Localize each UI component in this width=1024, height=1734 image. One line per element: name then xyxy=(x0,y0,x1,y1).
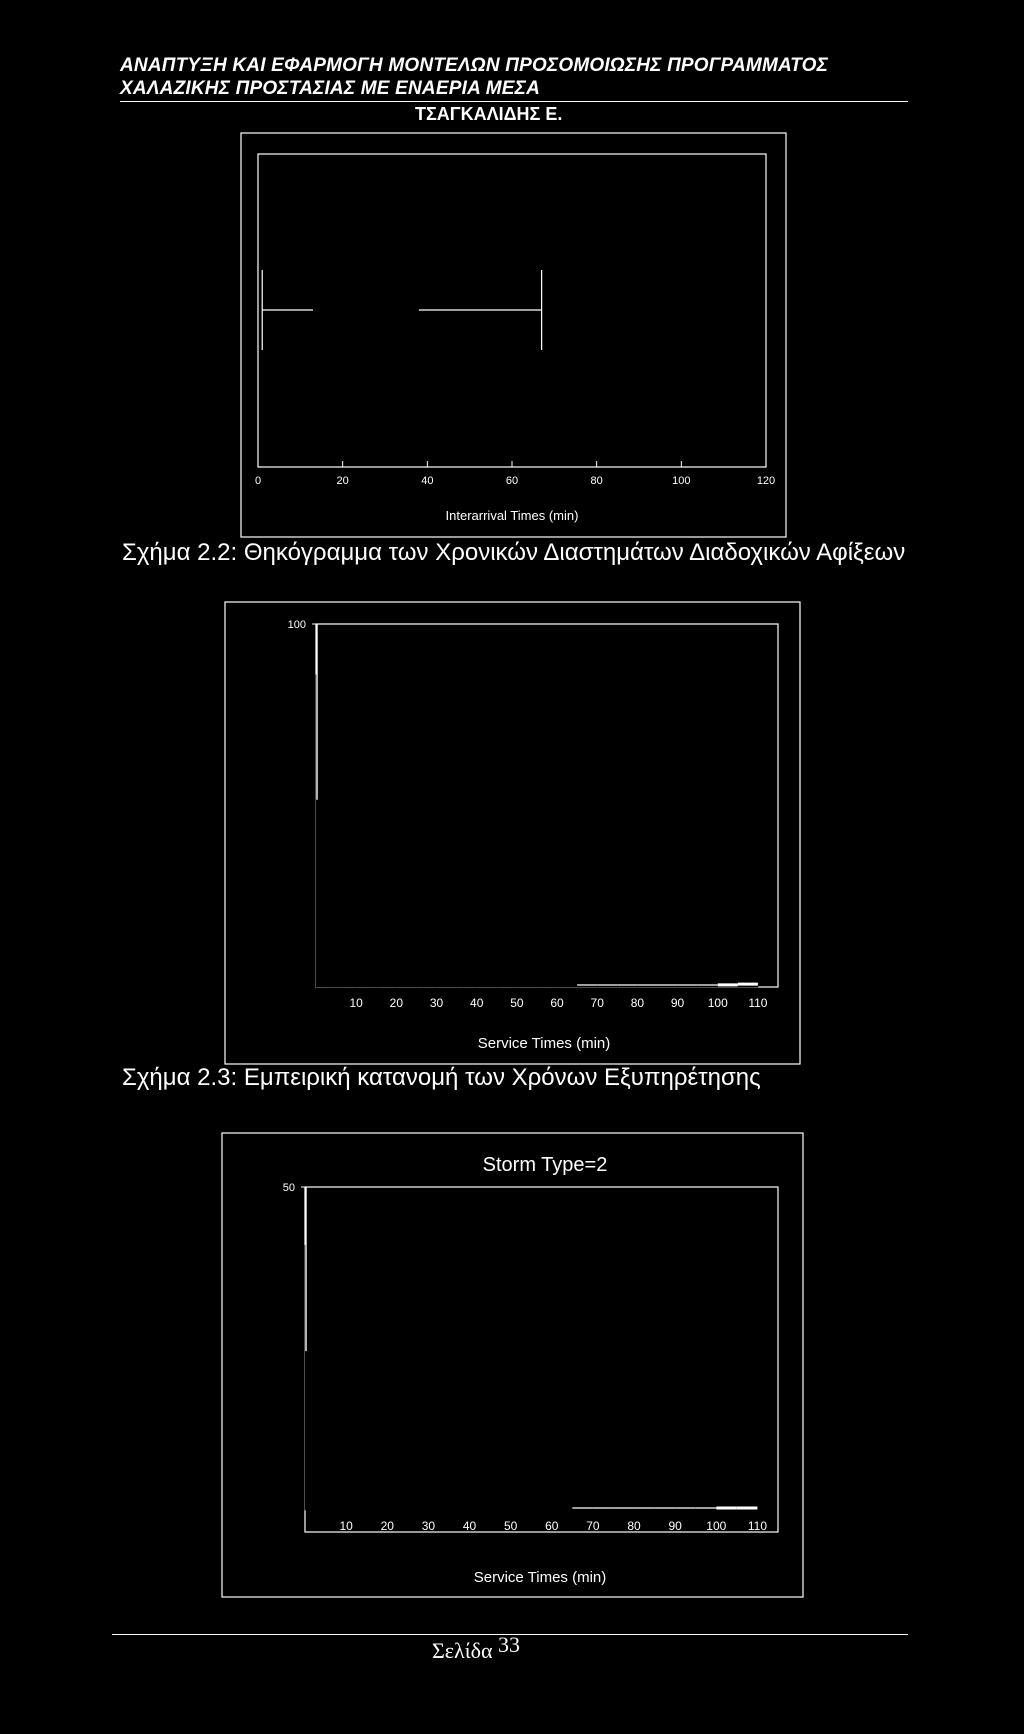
fig3-bar xyxy=(593,1509,614,1510)
fig3-x-tick-label: 60 xyxy=(545,1519,559,1533)
fig3-bars xyxy=(305,1187,757,1510)
running-header-title: ΑΝΑΠΤΥΞΗ ΚΑΙ ΕΦΑΡΜΟΓΗ ΜΟΝΤΕΛΩΝ ΠΡΟΣΟΜΟΙΩΣΗΣ ΠΡΟΓΡΑΜΜΑΤΟΣ ΧΑΛΑΖΙΚΗΣ ΠΡΟΣΤΑΣΙΑΣ ΜΕ ΕΝΑΕΡΙΑ ΜΕΣΑ xyxy=(120,55,829,99)
fig3-bar xyxy=(490,1505,511,1510)
page-number-value: 33 xyxy=(498,1632,521,1657)
fig2-x-tick-label: 110 xyxy=(748,996,768,1010)
fig1-x-tick-label: 40 xyxy=(421,475,434,487)
fig1-x-tick-label: 20 xyxy=(336,475,349,487)
fig3-y-axis xyxy=(283,1182,305,1194)
fig2-x-tick-label: 90 xyxy=(670,996,685,1010)
fig1-x-axis-label: Interarrival Times (min) xyxy=(445,508,579,523)
fig3-x-axis xyxy=(339,1519,767,1533)
fig3-x-tick-label: 50 xyxy=(503,1519,518,1533)
figure-1-caption: Σχήμα 2.2: Θηκόγραμμα των Χρονικών Διαστημάτων Διαδοχικών Αφίξεων xyxy=(122,539,906,566)
fig3-x-axis-label: Service Times (min) xyxy=(473,1569,607,1586)
fig3-y-tick-label: 50 xyxy=(282,1182,295,1194)
fig3-bar xyxy=(305,1245,326,1510)
fig3-bar xyxy=(655,1509,676,1510)
fig1-x-tick-label: 120 xyxy=(756,475,776,487)
page-number xyxy=(432,1632,521,1664)
fig2-x-tick-label: 30 xyxy=(429,996,444,1010)
fig3-title: Storm Type=2 xyxy=(482,1154,608,1176)
fig3-bar xyxy=(531,1507,552,1510)
fig3-bar xyxy=(326,1478,347,1510)
fig3-bar xyxy=(613,1509,634,1510)
fig3-x-tick-label: 10 xyxy=(339,1519,353,1533)
fig3-bar xyxy=(367,1491,388,1510)
fig3-bar xyxy=(346,1484,367,1510)
fig3-bar xyxy=(675,1509,696,1510)
fig3-bar xyxy=(428,1500,449,1510)
fig1-x-tick-label: 80 xyxy=(590,475,603,487)
fig2-x-tick-label: 70 xyxy=(590,996,604,1010)
fig3-x-tick-label: 80 xyxy=(627,1519,641,1533)
fig3-x-tick-label: 90 xyxy=(668,1519,682,1533)
running-header-author: ΤΣΑΓΚΑΛΙΔΗΣ Ε. xyxy=(415,104,563,124)
fig2-x-axis-label: Service Times (min) xyxy=(477,1035,611,1052)
fig2-x-tick-label: 20 xyxy=(389,996,404,1010)
fig2-x-tick-label: 100 xyxy=(707,996,728,1010)
fig3-x-tick-label: 30 xyxy=(421,1519,436,1533)
fig3-x-tick-label: 40 xyxy=(462,1519,477,1533)
fig2-x-tick-label: 60 xyxy=(550,996,564,1010)
fig3-bar xyxy=(470,1504,491,1510)
page-label: Σελίδα xyxy=(432,1638,493,1663)
fig3-bar xyxy=(552,1508,573,1510)
fig3-bar xyxy=(449,1502,470,1510)
fig3-plot-frame xyxy=(305,1187,778,1532)
fig3-x-tick-label: 20 xyxy=(380,1519,394,1533)
fig1-x-tick-label: 60 xyxy=(505,475,519,487)
fig3-bar xyxy=(511,1506,532,1510)
fig3-bar xyxy=(634,1509,655,1510)
fig3-x-tick-label: 110 xyxy=(747,1519,768,1533)
fig3-bar xyxy=(696,1509,717,1510)
fig2-x-tick-label: 40 xyxy=(470,996,484,1010)
fig3-bar xyxy=(387,1494,408,1510)
fig2-x-tick-label: 10 xyxy=(349,996,363,1010)
fig2-x-tick-label: 80 xyxy=(630,996,645,1010)
fig2-y-tick-label: 100 xyxy=(287,619,306,631)
fig3-bar xyxy=(408,1497,429,1510)
fig3-x-tick-label: 70 xyxy=(586,1519,600,1533)
fig2-x-tick-label: 50 xyxy=(510,996,524,1010)
fig1-x-tick-label: 100 xyxy=(672,475,691,487)
fig3-x-tick-label: 100 xyxy=(706,1519,727,1533)
figure-2-caption: Σχήμα 2.3: Εμπειρική κατανομή των Χρόνων Εξυπηρέτησης xyxy=(122,1064,761,1091)
fig1-x-tick-label: 0 xyxy=(254,475,262,487)
